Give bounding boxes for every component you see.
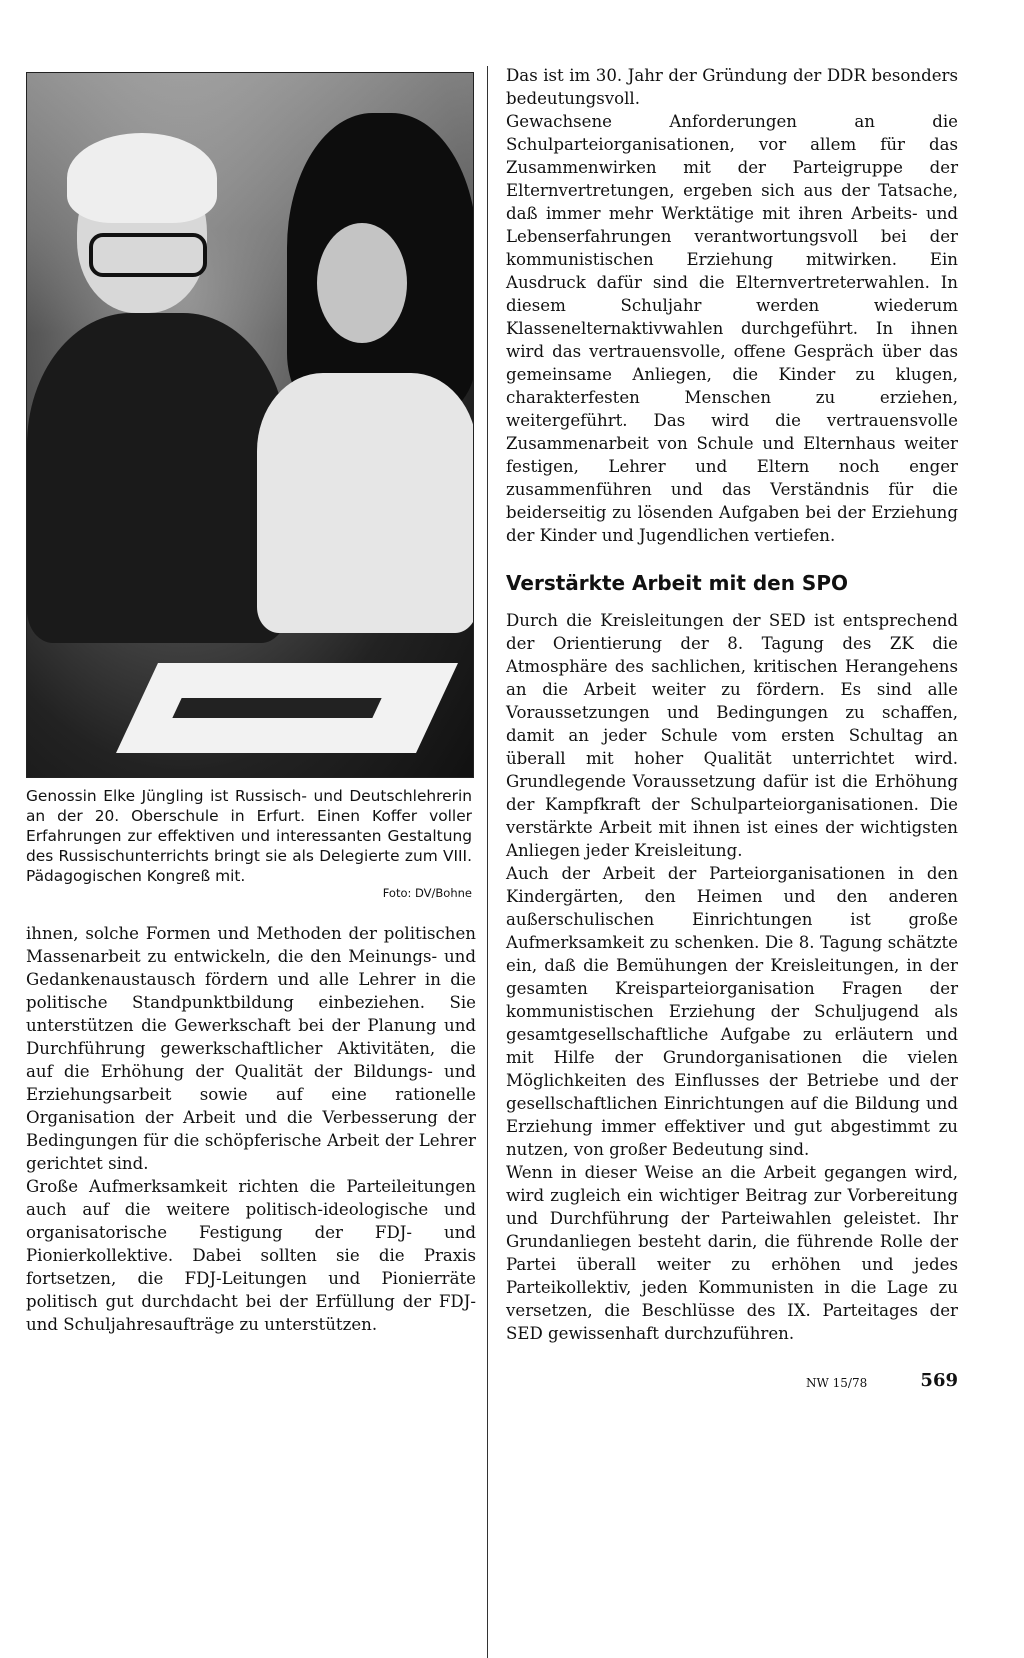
right-column (506, 64, 958, 1345)
photo-teacher-body (27, 313, 287, 643)
teacher-photo (26, 72, 474, 778)
photo-student-face (317, 223, 407, 343)
left-article-text (26, 922, 476, 1336)
section-paragraph-1: Durch die Kreisleitungen der SED ist entsprechend der Orientierung der 8. Tagung des ZK die Atmosphäre des sachlichen, kritischen Herangehens an die Arbeit weiter zu fördern. Es sind alle Voraussetzungen und Bedingungen zu schaffen, damit an jeder Schule vom ersten Schultag an überall mit hoher Qualität unterrichtet wird. Grundlegende Voraussetzung dafür ist die Erhöhung der Kampfkraft der Schulparteiorganisationen. Die verstärkte Arbeit mit ihnen ist eines der wichtigsten Anliegen jeder Kreisleitung. (506, 611, 958, 860)
section-heading: Verstärkte Arbeit mit den SPO (506, 571, 848, 595)
left-paragraph-1: ihnen, solche Formen und Methoden der politischen Massenarbeit zu entwickeln, die den Meinungs- und Gedankenaustausch fördern und alle Lehrer in die politische Standpunktbildung einbeziehen. Sie unterstützen die Gewerkschaft bei der Planung und Durchführung gewerkschaftlicher Aktivitäten, die auf die Erhöhung der Qualität der Bildungs- und Erziehungsarbeit sowie auf eine rationelle Organisation der Arbeit und die Verbesserung der Bedingungen für die schöpferische Arbeit der Lehrer gerichtet sind. (26, 924, 476, 1173)
photo-caption: Genossin Elke Jüngling ist Russisch- und Deutschlehrerin an der 20. Oberschule in Erfurt. Einen Koffer voller Erfahrungen zur effektiven und interessanten Gestaltung des Russischunterrichts bringt sie als Delegierte zum VIII. Pädagogischen Kongreß mit. (26, 787, 472, 885)
photo-credit: Foto: DV/Bohne (382, 886, 472, 900)
issue-label: NW 15/78 (806, 1376, 868, 1390)
right-article-section (506, 609, 958, 1345)
photo-device-slot (172, 698, 381, 718)
left-paragraph-2: Große Aufmerksamkeit richten die Parteileitungen auch auf die weitere politisch-ideologische und organisatorische Festigung der FDJ- und Pionierkollektive. Dabei sollten sie die Praxis fortsetzen, die FDJ-Leitungen und Pionierräte politisch gut durchdacht bei der Erfüllung der FDJ- und Schuljahresaufträge zu unterstützen. (26, 1177, 476, 1334)
column-divider (487, 66, 488, 1658)
section-paragraph-3: Wenn in dieser Weise an die Arbeit gegangen wird, wird zugleich ein wichtiger Beitrag zur Vorbereitung und Durchführung der Parteiwahlen geleistet. Ihr Grundanliegen besteht darin, die führende Rolle der Partei überall weiter zu erhöhen und jedes Parteikollektiv, jeden Kommunisten in die Lage zu versetzen, die Beschlüsse des IX. Parteitages der SED gewissenhaft durchzuführen. (506, 1163, 958, 1343)
photo-teacher-glasses (89, 233, 207, 277)
right-intro-paragraph-2: Gewachsene Anforderungen an die Schulparteiorganisationen, vor allem für das Zusammenwirken mit der Parteigruppe der Elternvertretungen, ergeben sich aus der Tatsache, daß immer mehr Werktätige mit ihren Arbeits- und Lebenserfahrungen verantwortungsvoll bei der kommunistischen Erziehung mitwirken. Ein Ausdruck dafür sind die Elternvertreterwahlen. In diesem Schuljahr werden wiederum Klassenelternaktivwahlen durchgeführt. In ihnen wird das vertrauensvolle, offene Gespräch über das gemeinsame Anliegen, die Kinder zu klugen, charakterfesten Menschen zu erziehen, weitergeführt. Das wird die vertrauensvolle Zusammenarbeit von Schule und Elternhaus weiter festigen, Lehrer und Eltern noch enger zusammenführen und das Verständnis für die beiderseitig zu lösenden Aufgaben bei der Erziehung der Kinder und Jugendlichen vertiefen. (506, 112, 958, 545)
photo-student-blouse (257, 373, 474, 633)
right-intro-paragraph-1: Das ist im 30. Jahr der Gründung der DDR besonders bedeutungsvoll. (506, 66, 958, 108)
page-number: 569 (920, 1370, 958, 1391)
section-paragraph-2: Auch der Arbeit der Parteiorganisationen in den Kindergärten, den Heimen und den anderen außerschulischen Einrichtungen ist große Aufmerksamkeit zu schenken. Die 8. Tagung schätzte ein, daß die Bemühungen der Kreisleitungen, in der gesamten Kreisparteiorganisation Fragen der kommunistischen Erziehung der Schuljugend als gesamtgesellschaftliche Aufgabe zu erläutern und mit Hilfe der Grundorganisationen die vielen Möglichkeiten des Einflusses der Betriebe und der gesellschaftlichen Einrichtungen auf die Bildung und Erziehung immer effektiver und gut abgestimmt zu nutzen, von großer Bedeutung sind. (506, 864, 958, 1159)
photo-teacher-hair (67, 133, 217, 223)
left-column (26, 72, 476, 1336)
right-article-intro (506, 64, 958, 547)
